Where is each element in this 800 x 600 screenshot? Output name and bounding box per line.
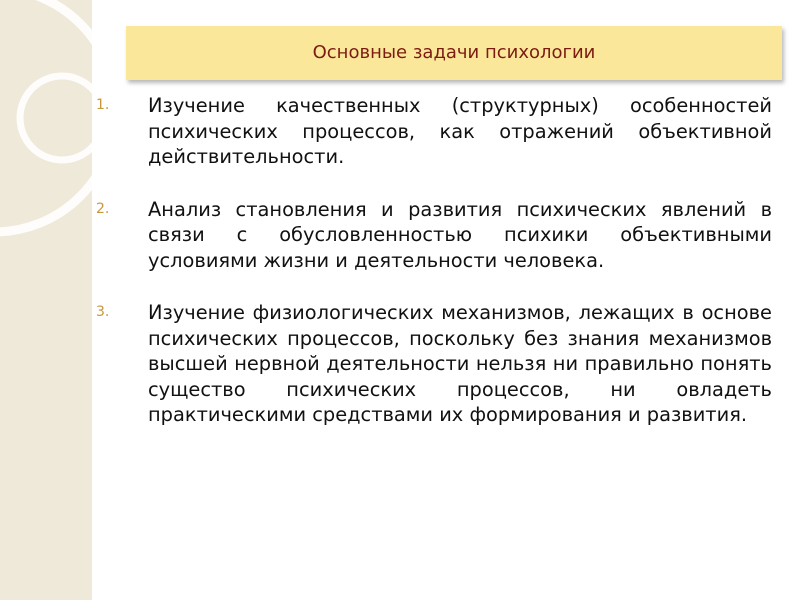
page-title: Основные задачи психологии bbox=[312, 42, 596, 63]
task-list bbox=[96, 93, 772, 455]
list-item-text: Анализ становления и развития психических явлений в связи с обусловленностью психики объективными условиями жизни и деятельности человека. bbox=[148, 197, 772, 272]
list-item bbox=[96, 93, 772, 170]
list-number: 1. bbox=[96, 97, 110, 113]
list-item bbox=[96, 197, 772, 274]
list-number: 2. bbox=[96, 200, 110, 217]
ring-small bbox=[20, 76, 104, 160]
list-item bbox=[96, 300, 772, 428]
list-number: 3. bbox=[96, 304, 110, 320]
title-bar bbox=[126, 26, 782, 80]
list-item-text: Изучение физиологических механизмов, лежащих в основе психических процессов, поскольку без знания механизмов высшей нервной деятельности нельзя ни правильно понять существо психических процессов, ни овладеть практическими средствами их формирования и развития. bbox=[148, 301, 772, 426]
list-item-text: Изучение качественных (структурных) особенностей психических процессов, как отражений объективной действительности. bbox=[148, 94, 772, 168]
